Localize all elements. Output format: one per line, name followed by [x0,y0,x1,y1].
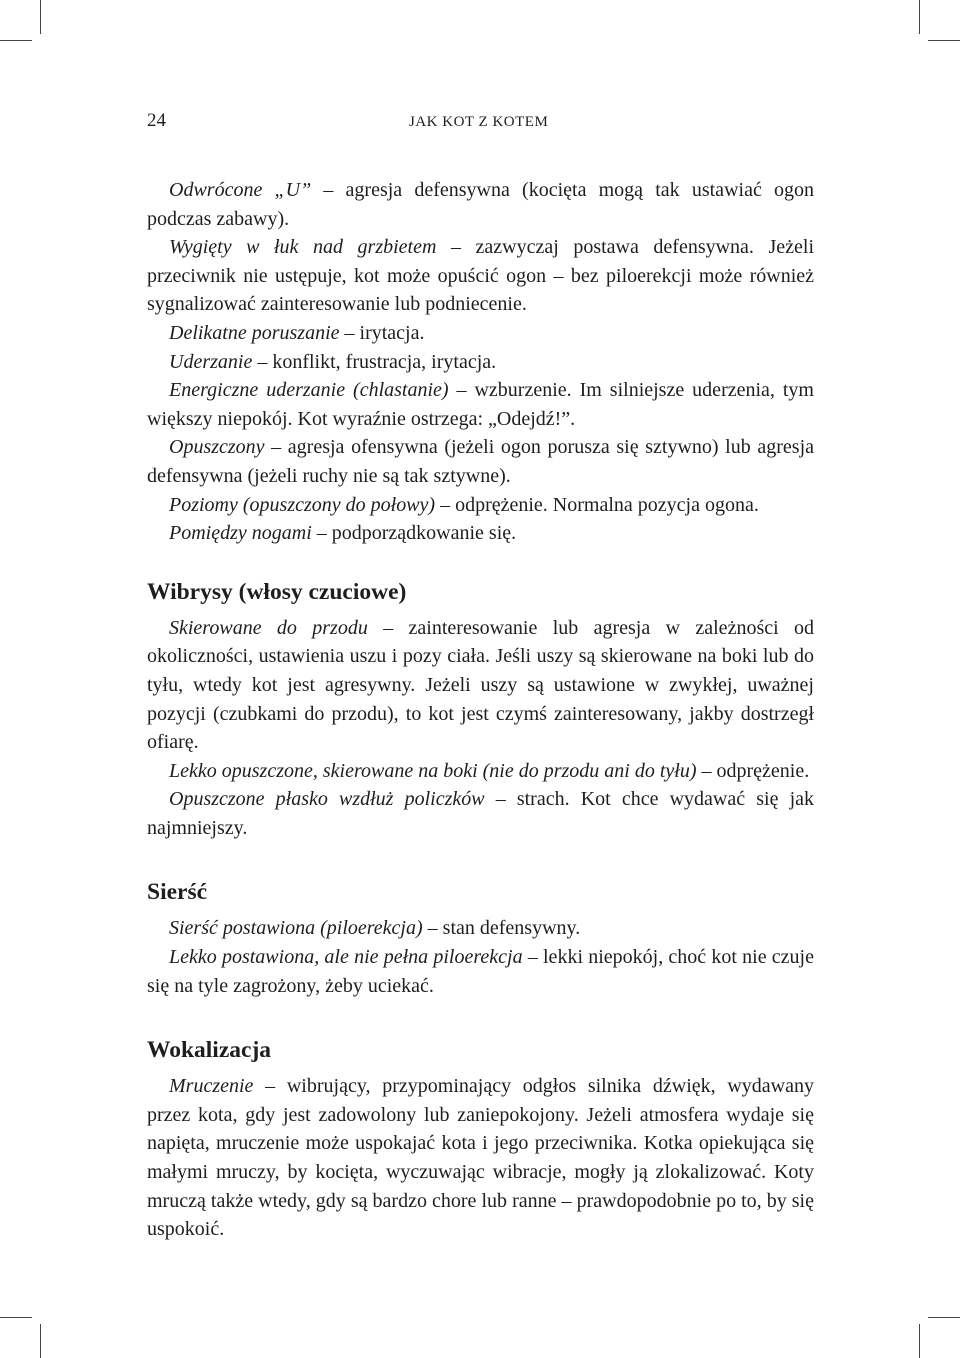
crop-mark-bottom-right-horizontal [928,1317,960,1318]
term: Poziomy (opuszczony do połowy) [169,493,436,516]
term: Mruczenie [169,1075,254,1098]
section-heading-whiskers: Wibrysy (włosy czuciowe) [147,578,407,605]
tail-item-lowered [147,433,814,490]
fur-item-partial [147,943,814,1000]
crop-mark-top-left-vertical [40,0,41,34]
tail-item-energetic-hitting [147,376,814,433]
term: Skierowane do przodu [169,616,368,639]
term: Opuszczony [169,436,265,459]
fur-item-piloerection [147,914,814,943]
term: Lekko opuszczone, skierowane na boki (nie do przodu ani do tyłu) [169,759,697,782]
tail-item-arched [147,233,814,319]
whiskers-item-flat [147,785,814,842]
vocal-item-purring [147,1072,814,1244]
definition: – odprężenie. [696,759,810,782]
definition: – wibrujący, przypominający odgłos silnika dźwięk, wydawany przez kota, gdy jest zadowolony lub zaniepokojony. Jeżeli atmosfera wydaje się napięta, mruczenie może uspokajać kota i jego przeciwnika. Kotka opiekująca się małymi mruczy, by kocięta, wyczuwając wibracje, mogły ją zlokalizować. Koty mruczą także wtedy, gdy są bardzo chore lub ranne – prawdopodobnie po to, by się uspokoić. [147,1075,814,1241]
definition: – podporządkowanie się. [311,522,517,545]
definition: – irytacja. [339,321,425,344]
running-head: JAK KOT Z KOTEM [409,114,549,130]
term: Lekko postawiona, ale nie pełna piloerekcja [169,946,523,969]
crop-mark-bottom-right-vertical [919,1324,920,1358]
term: Wygięty w łuk nad grzbietem [169,236,437,259]
crop-mark-top-left-horizontal [0,40,32,41]
definition: – strach. Kot chce wydawać się jak najmniejszy. [147,788,814,839]
crop-mark-bottom-left-vertical [40,1324,41,1358]
definition: – lekki niepokój, choć kot nie czuje się na tyle zagrożony, żeby uciekać. [147,946,814,997]
definition: – zazwyczaj postawa defensywna. Jeżeli przeciwnik nie ustępuje, kot może opuścić ogon – bez piloerekcji może również sygnalizować zainteresowanie lub podniecenie. [147,236,815,316]
page-header [147,108,814,134]
definition: – stan defensywny. [422,917,581,940]
term: Pomiędzy nogami [169,522,312,545]
definition: – odprężenie. Normalna pozycja ogona. [435,493,759,516]
definition: – agresja ofensywna (jeżeli ogon porusza się sztywno) lub agresja defensywna (jeżeli ruchy nie są tak sztywne). [147,436,814,487]
whiskers-item-sideways [147,757,814,786]
term: Delikatne poruszanie [169,321,340,344]
term: Odwrócone „U” [169,179,312,201]
term: Sierść postawiona (piloerekcja) [169,917,423,940]
crop-mark-bottom-left-horizontal [0,1317,32,1318]
tail-item-hitting [147,348,814,377]
crop-mark-top-right-vertical [919,0,920,34]
page-body [147,176,814,1244]
definition: – zainteresowanie lub agresja w zależności od okoliczności, ustawienia uszu i pozy ciała. Jeśli uszy są skierowane na boki lub do tyłu, wtedy kot jest agresywny. Jeżeli uszy są ustawione w zwykłej, uważnej pozycji (czubkami do przodu), to kot jest czymś zainteresowany, jakby dostrzegł ofiarę. [147,616,815,754]
term: Uderzanie [169,350,253,373]
section-heading-fur: Sierść [147,879,208,906]
whiskers-item-forward [147,614,814,757]
term: Energiczne uderzanie (chlastanie) [169,379,449,402]
tail-item-horizontal [147,491,814,520]
section-heading-vocalization: Wokalizacja [147,1037,272,1064]
crop-mark-top-right-horizontal [928,40,960,41]
tail-item-between-legs [147,519,814,548]
definition: – agresja defensywna (kocięta mogą tak ustawiać ogon podczas zabawy). [147,179,814,230]
page-number: 24 [147,110,166,131]
tail-item-inverted-u [147,176,814,233]
definition: – wzburzenie. Im silniejsze uderzenia, tym większy niepokój. Kot wyraźnie ostrzega: „Odejdź!”. [147,379,814,430]
term: Opuszczone płasko wzdłuż policzków [169,788,485,811]
definition: – konflikt, frustracja, irytacja. [252,350,497,373]
tail-item-gentle-movement [147,319,814,348]
